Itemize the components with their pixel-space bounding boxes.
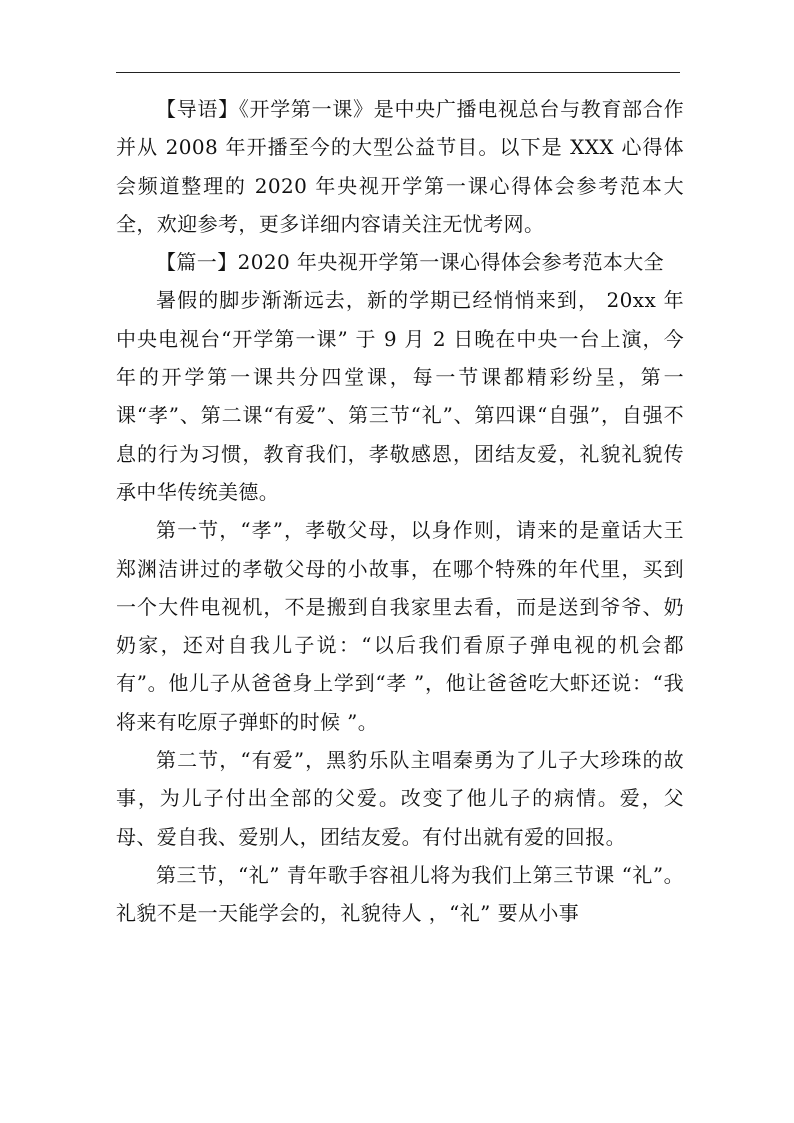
body-paragraph: 暑假的脚步渐渐远去，新的学期已经悄悄来到， 20xx 年中央电视台“开学第一课” 于 9 月 2 日晚在中央一台上演，今年的开学第一课共分四堂课，每一节课都精彩纷呈，第一课“孝”、第二课“有爱”、第三节“礼”、第四课“自强”，自强不息的行为习惯，教育我们，孝敬感恩，团结友爱，礼貌礼貌传承中华传统美德。: [116, 288, 684, 504]
body-paragraph: 第二节，“有爱”，黑豹乐队主唱秦勇为了儿子大珍珠的故事，为儿子付出全部的父爱。改变了他儿子的病情。爱，父母、爱自我、爱别人，团结友爱。有付出就有爱的回报。: [116, 748, 684, 849]
document-body: [116, 90, 684, 933]
header-rule: [116, 72, 680, 73]
body-paragraph: 第一节，“孝”，孝敬父母，以身作则，请来的是童话大王郑渊洁讲过的孝敬父母的小故事，在哪个特殊的年代里，买到一个大件电视机，不是搬到自我家里去看，而是送到爷爷、奶奶家，还对自我儿子说：“以后我们看原子弹电视的机会都有”。他儿子从爸爸身上学到“孝 ”，他让爸爸吃大虾还说：“我将来有吃原子弹虾的时候 ”。: [116, 518, 684, 734]
section-heading: 【篇一】2020 年央视开学第一课心得体会参考范本大全: [156, 250, 665, 275]
body-paragraph: 第三节，“礼” 青年歌手容祖儿将为我们上第三节课 “礼”。礼貌不是一天能学会的，礼貌待人 ，“礼” 要从小事: [116, 862, 684, 926]
intro-paragraph: 【导语】《开学第一课》是中央广播电视总台与教育部合作并从 2008 年开播至今的大型公益节目。以下是 XXX 心得体会频道整理的 2020 年央视开学第一课心得体会参考范本大全，欢迎参考，更多详细内容请关注无忧考网。: [116, 97, 684, 236]
